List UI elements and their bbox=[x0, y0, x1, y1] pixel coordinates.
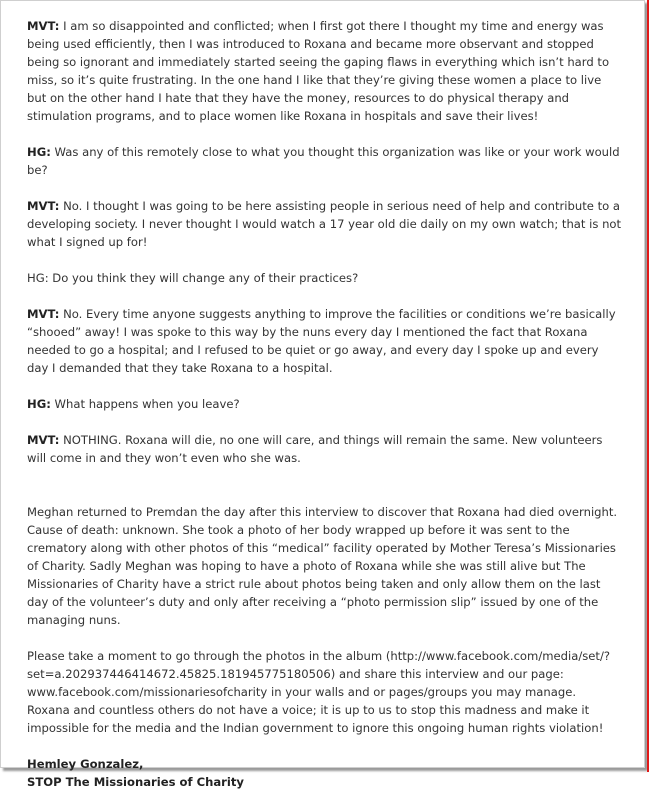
interview-text: NOTHING. Roxana will die, no one will care, and things will remain the same. New volunteers will come in and they won’t even who she was. bbox=[27, 433, 603, 465]
speaker-label: HG: bbox=[27, 397, 51, 411]
signature-name: Hemley Gonzalez, bbox=[27, 757, 144, 771]
interview-paragraph bbox=[27, 197, 622, 251]
speaker-label: MVT: bbox=[27, 433, 60, 447]
speaker-label: HG: bbox=[27, 145, 51, 159]
speaker-label: MVT: bbox=[27, 19, 60, 33]
interview-paragraph bbox=[27, 431, 622, 467]
interview-paragraph bbox=[27, 305, 622, 377]
interview-paragraph bbox=[27, 269, 622, 287]
speaker-label: MVT: bbox=[27, 307, 60, 321]
signature-org: STOP The Missionaries of Charity bbox=[27, 775, 244, 789]
article-body bbox=[27, 17, 622, 791]
interview-paragraph bbox=[27, 143, 622, 179]
spacer bbox=[27, 485, 622, 503]
interview-text: No. I thought I was going to be here assisting people in serious need of help and contribute to a developing society. I never thought I would watch a 17 year old die daily on my own watch; that is not what I signed up for! bbox=[27, 199, 622, 249]
signature-block bbox=[27, 755, 622, 791]
interview-text: What happens when you leave? bbox=[50, 397, 240, 411]
interview-paragraph bbox=[27, 17, 622, 125]
interview-text: I am so disappointed and conflicted; when I first got there I thought my time and energy was being used efficiently, then I was introduced to Roxana and became more observant and stopped being so ignorant and immediately started seeing the gaping flaws in everything which isn’t hard to miss, so it’s quite frustrating. In the one hand I like that they’re giving these women a place to live but on the other hand I hate that they have the money, resources to do physical therapy and stimulation programs, and to place women like Roxana in hospitals and save their lives! bbox=[27, 19, 610, 123]
narrative-paragraph: Please take a moment to go through the photos in the album (http://www.facebook.com/media/set/?set=a.202937446414672.45825.181945775180506) and share this interview and our page: www.facebook.com/missionariesofcharity in your walls and or pages/groups you may manage. Roxana and countless others do not have a voice; it is up to us to stop this madness and make it impossible for the media and the Indian government to ignore this ongoing human rights violation! bbox=[27, 649, 611, 735]
speaker-label: MVT: bbox=[27, 199, 60, 213]
interview-text: HG: Do you think they will change any of their practices? bbox=[27, 271, 359, 285]
narrative-paragraph: Meghan returned to Premdan the day after this interview to discover that Roxana had died overnight. Cause of death: unknown. She took a photo of her body wrapped up before it was sent to the crematory along with other photos of this “medical” facility operated by Mother Teresa’s Missionaries of Charity. Sadly Meghan was hoping to have a photo of Roxana while she was still alive but The Missionaries of Charity have a strict rule about photos being taken and only allow them on the last day of the volunteer’s duty and only after receiving a “photo permission slip” issued by one of the managing nuns. bbox=[27, 505, 618, 627]
interview-text: Was any of this remotely close to what you thought this organization was like or your work would be? bbox=[27, 145, 620, 177]
interview-paragraph bbox=[27, 395, 622, 413]
interview-text: No. Every time anyone suggests anything to improve the facilities or conditions we’re basically “shooed” away! I was spoke to this way by the nuns every day I mentioned the fact that Roxana needed to go a hospital; and I refused to be quiet or go away, and every day I spoke up and every day I demanded that they take Roxana to a hospital. bbox=[27, 307, 616, 375]
